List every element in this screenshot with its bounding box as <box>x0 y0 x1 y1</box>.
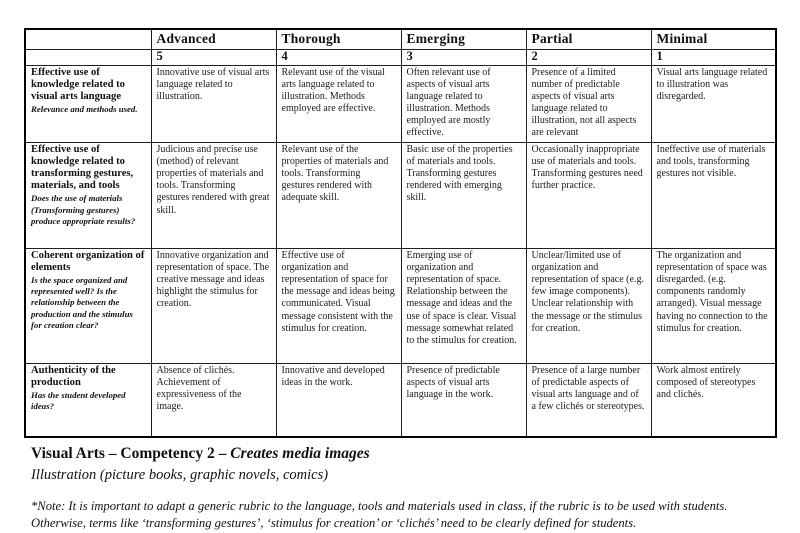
row-label-transforming-gestures <box>25 142 151 248</box>
rubric-cell-r4-partial: Presence of a large number of predictable aspects of visual arts language and of a few clichés or stereotypes. <box>526 363 651 437</box>
table-row <box>25 142 776 248</box>
header-row <box>25 29 776 50</box>
competency-title-italic: Creates media images <box>230 445 370 463</box>
score-4: 4 <box>276 50 401 66</box>
rubric-cell-r4-thorough: Innovative and developed ideas in the work. <box>276 363 401 437</box>
score-3: 3 <box>401 50 526 66</box>
row-subtitle: Does the use of materials (Transforming gestures) produce appropriate results? <box>31 193 136 226</box>
rubric-cell-r1-emerging: Often relevant use of aspects of visual arts language related to illustration. Methods employed are mostly effective. <box>401 65 526 142</box>
rubric-cell-r1-partial: Presence of a limited number of predictable aspects of visual arts language related to illustration, not all aspects are relevant <box>526 65 651 142</box>
row-subtitle: Has the student developed ideas? <box>31 389 126 412</box>
row-label-organization-of-elements <box>25 248 151 363</box>
rubric-cell-r2-emerging: Basic use of the properties of materials and tools. Transforming gestures rendered with emerging skill. <box>401 142 526 248</box>
rubric-cell-r3-partial: Unclear/limited use of organization and representation of space (e.g. few image components). Unclear relationship with the message or the stimulus for creation. <box>526 248 651 363</box>
row-title: Coherent organization of elements <box>31 249 145 273</box>
rubric-cell-r1-thorough: Relevant use of the visual arts language related to illustration. Methods employed are effective. <box>276 65 401 142</box>
rubric-cell-r1-minimal: Visual arts language related to illustration was disregarded. <box>651 65 776 142</box>
column-header-minimal: Minimal <box>651 29 776 50</box>
row-subtitle: Relevance and methods used. <box>31 104 138 115</box>
header-empty <box>25 29 151 50</box>
rubric-cell-r4-emerging: Presence of predictable aspects of visual arts language in the work. <box>401 363 526 437</box>
note-text <box>31 498 777 533</box>
rubric-cell-r4-advanced: Absence of clichés. Achievement of expressiveness of the image. <box>151 363 276 437</box>
row-subtitle: Is the space organized and represented well? Is the relationship between the production and the stimulus for creation clear? <box>31 274 133 330</box>
rubric-cell-r3-advanced: Innovative organization and representation of space. The creative message and ideas highlight the stimulus for creation. <box>151 248 276 363</box>
column-header-thorough: Thorough <box>276 29 401 50</box>
score-empty <box>25 50 151 66</box>
rubric-cell-r2-partial: Occasionally inappropriate use of materials and tools. Transforming gestures need further practice. <box>526 142 651 248</box>
column-header-advanced: Advanced <box>151 29 276 50</box>
rubric-cell-r3-emerging: Emerging use of organization and representation of space. Relationship between the message and ideas and the use of space is clear. Visual message somewhat related to the stimulus for creation. <box>401 248 526 363</box>
row-title: Authenticity of the production <box>31 364 116 388</box>
row-label-visual-arts-language <box>25 65 151 142</box>
rubric-cell-r2-minimal: Ineffective use of materials and tools, transforming gestures not visible. <box>651 142 776 248</box>
score-1: 1 <box>651 50 776 66</box>
column-header-partial: Partial <box>526 29 651 50</box>
competency-title-prefix: Visual Arts – Competency 2 – <box>31 445 231 463</box>
row-title: Effective use of knowledge related to visual arts language <box>31 66 125 102</box>
rubric-cell-r3-thorough: Effective use of organization and representation of space for the message and ideas being communicated. Visual message consistent with the stimulus for creation. <box>276 248 401 363</box>
rubric-cell-r1-advanced: Innovative use of visual arts language related to illustration. <box>151 65 276 142</box>
competency-subtitle: Illustration (picture books, graphic novels, comics) <box>31 466 329 483</box>
rubric-cell-r3-minimal: The organization and representation of space was disregarded. (e.g. components randomly arranged). Visual message having no connection to the stimulus for creation. <box>651 248 776 363</box>
note-line-2: Otherwise, terms like ‘transforming gestures’, ‘stimulus for creation’ or ‘clichés’ need to be clearly defined for students. <box>31 516 637 531</box>
footer <box>31 445 777 532</box>
competency-title <box>31 445 777 464</box>
table-row <box>25 65 776 142</box>
score-5: 5 <box>151 50 276 66</box>
note-line-1: *Note: It is important to adapt a generic rubric to the language, tools and materials used in class, if the rubric is to be used with students. <box>31 498 728 513</box>
row-title: Effective use of knowledge related to transforming gestures, materials, and tools <box>31 143 134 192</box>
rubric-cell-r2-advanced: Judicious and precise use (method) of relevant properties of materials and tools. Transforming gestures rendered with great skill. <box>151 142 276 248</box>
table-row <box>25 363 776 437</box>
rubric-cell-r4-minimal: Work almost entirely composed of stereotypes and clichés. <box>651 363 776 437</box>
row-label-authenticity <box>25 363 151 437</box>
score-2: 2 <box>526 50 651 66</box>
score-row <box>25 50 776 66</box>
rubric-table <box>24 28 777 438</box>
rubric-cell-r2-thorough: Relevant use of the properties of materials and tools. Transforming gestures rendered with adequate skill. <box>276 142 401 248</box>
table-row <box>25 248 776 363</box>
column-header-emerging: Emerging <box>401 29 526 50</box>
